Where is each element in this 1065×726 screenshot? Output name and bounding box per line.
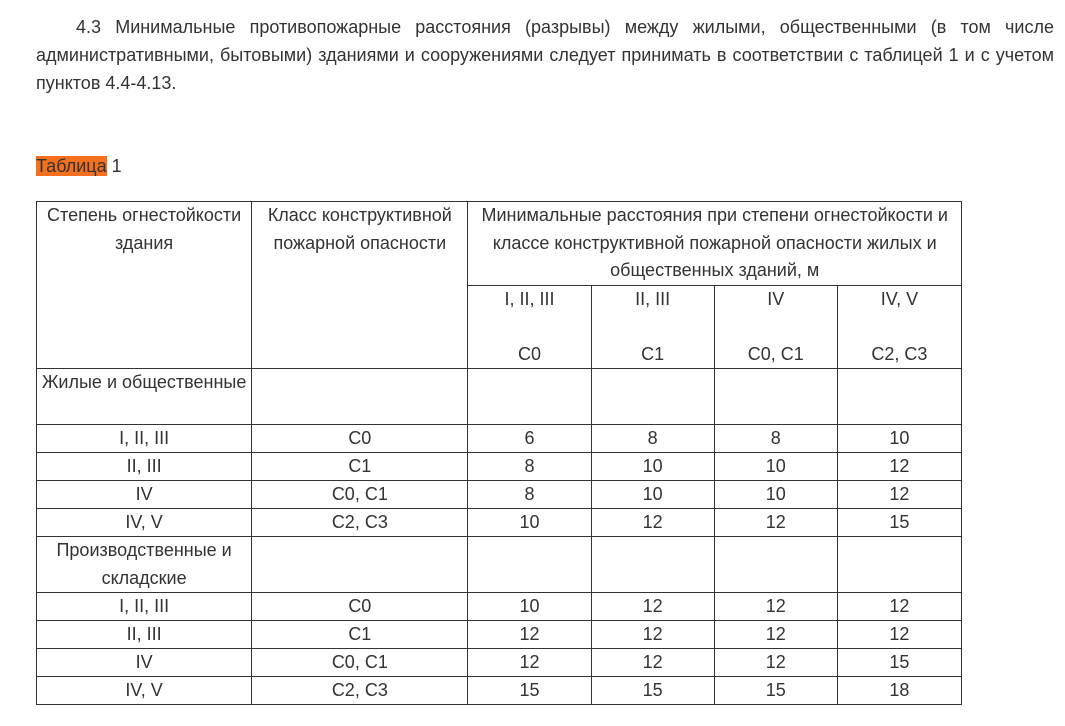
cell-value: 12 bbox=[591, 509, 714, 537]
table-row bbox=[37, 425, 962, 453]
fire-distance-table bbox=[36, 201, 962, 705]
cell-value: 8 bbox=[468, 481, 591, 509]
header-min-distances: Минимальные расстояния при степени огнестойкости и классе конструктивной пожарной опасности жилых и общественных зданий, м bbox=[468, 202, 962, 286]
subheader-1: II, III С1 bbox=[591, 285, 714, 369]
subheader-3: IV, V С2, С3 bbox=[837, 285, 961, 369]
empty-cell bbox=[837, 369, 961, 425]
cell-value: 15 bbox=[591, 677, 714, 705]
empty-cell bbox=[714, 369, 837, 425]
header-fire-resistance: Степень огнестойкости здания bbox=[37, 202, 252, 369]
cell-value: 15 bbox=[837, 649, 961, 677]
table-row bbox=[37, 481, 962, 509]
cell-value: 15 bbox=[837, 509, 961, 537]
cell-value: 15 bbox=[714, 677, 837, 705]
empty-cell bbox=[837, 537, 961, 593]
cell-resistance: IV bbox=[37, 649, 252, 677]
cell-class: С1 bbox=[252, 621, 468, 649]
cell-value: 10 bbox=[468, 593, 591, 621]
cell-value: 6 bbox=[468, 425, 591, 453]
cell-class: С0 bbox=[252, 425, 468, 453]
cell-value: 10 bbox=[468, 509, 591, 537]
cell-resistance: II, III bbox=[37, 621, 252, 649]
cell-value: 12 bbox=[591, 649, 714, 677]
cell-resistance: IV, V bbox=[37, 509, 252, 537]
cell-value: 12 bbox=[837, 593, 961, 621]
cell-value: 12 bbox=[714, 621, 837, 649]
empty-cell bbox=[591, 369, 714, 425]
cell-value: 10 bbox=[591, 453, 714, 481]
cell-value: 15 bbox=[468, 677, 591, 705]
cell-value: 12 bbox=[837, 481, 961, 509]
table-row bbox=[37, 509, 962, 537]
cell-value: 12 bbox=[468, 621, 591, 649]
empty-cell bbox=[468, 537, 591, 593]
header-construction-class: Класс конструктивной пожарной опасности bbox=[252, 202, 468, 369]
cell-class: С2, С3 bbox=[252, 509, 468, 537]
cell-resistance: IV bbox=[37, 481, 252, 509]
cell-resistance: II, III bbox=[37, 453, 252, 481]
cell-value: 10 bbox=[591, 481, 714, 509]
cell-value: 12 bbox=[837, 621, 961, 649]
empty-cell bbox=[591, 537, 714, 593]
table-number: 1 bbox=[106, 156, 122, 176]
cell-class: С0 bbox=[252, 593, 468, 621]
section-title-industrial: Производственные и складские bbox=[37, 537, 252, 593]
cell-class: С0, С1 bbox=[252, 649, 468, 677]
cell-value: 12 bbox=[714, 509, 837, 537]
table-caption bbox=[36, 153, 122, 179]
paragraph-4-3: 4.3 Минимальные противопожарные расстояния (разрывы) между жилыми, общественными (в том числе административными, бытовыми) зданиями и сооружениями следует принимать в соответствии с таблицей 1 и с учетом пунктов 4.4-4.13. bbox=[36, 17, 1054, 93]
highlighted-word: Таблица bbox=[36, 156, 107, 176]
cell-value: 12 bbox=[591, 621, 714, 649]
cell-resistance: IV, V bbox=[37, 677, 252, 705]
cell-resistance: I, II, III bbox=[37, 425, 252, 453]
cell-value: 10 bbox=[714, 481, 837, 509]
cell-value: 12 bbox=[468, 649, 591, 677]
table-row bbox=[37, 649, 962, 677]
empty-cell bbox=[252, 537, 468, 593]
cell-value: 12 bbox=[714, 593, 837, 621]
table-row bbox=[37, 677, 962, 705]
cell-value: 10 bbox=[714, 453, 837, 481]
cell-class: С1 bbox=[252, 453, 468, 481]
cell-class: С2, С3 bbox=[252, 677, 468, 705]
subheader-0: I, II, III С0 bbox=[468, 285, 591, 369]
empty-cell bbox=[714, 537, 837, 593]
cell-value: 8 bbox=[591, 425, 714, 453]
empty-cell bbox=[252, 369, 468, 425]
cell-class: С0, С1 bbox=[252, 481, 468, 509]
empty-cell bbox=[468, 369, 591, 425]
table-row bbox=[37, 453, 962, 481]
cell-value: 8 bbox=[468, 453, 591, 481]
cell-value: 12 bbox=[591, 593, 714, 621]
cell-value: 10 bbox=[837, 425, 961, 453]
cell-value: 12 bbox=[837, 453, 961, 481]
cell-resistance: I, II, III bbox=[37, 593, 252, 621]
table-row bbox=[37, 621, 962, 649]
cell-value: 12 bbox=[714, 649, 837, 677]
cell-value: 18 bbox=[837, 677, 961, 705]
subheader-2: IV С0, С1 bbox=[714, 285, 837, 369]
section-title-residential: Жилые и общественные bbox=[37, 369, 252, 425]
table-row bbox=[37, 593, 962, 621]
cell-value: 8 bbox=[714, 425, 837, 453]
